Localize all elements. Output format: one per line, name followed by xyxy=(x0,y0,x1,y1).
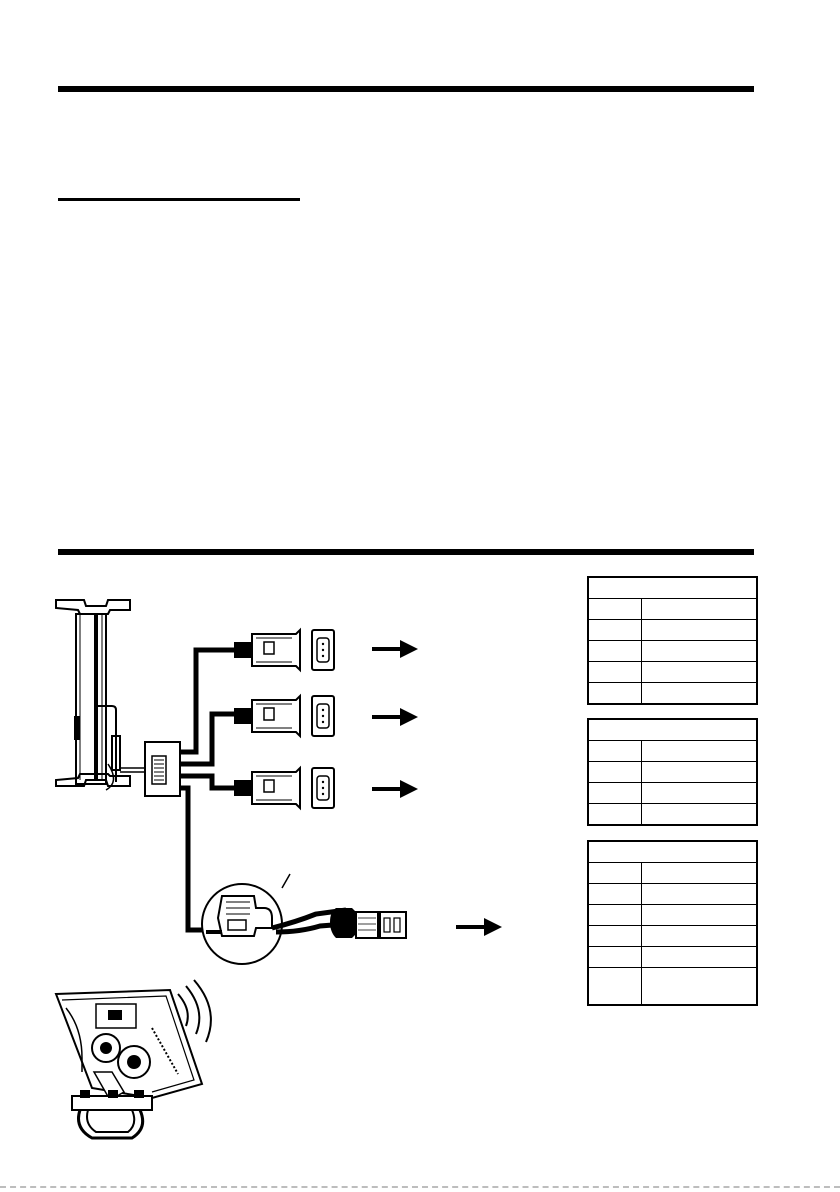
pinout-table-title xyxy=(588,577,757,599)
pin-number xyxy=(588,620,642,641)
wireless-signal-icon xyxy=(170,980,230,1050)
pin-signal xyxy=(642,762,758,783)
table-row xyxy=(588,804,757,826)
pin-number xyxy=(588,741,642,762)
pinout-table-title xyxy=(588,841,757,863)
table-row xyxy=(588,863,757,884)
pin-signal xyxy=(642,884,758,905)
pin-number xyxy=(588,947,642,968)
pin-number xyxy=(588,926,642,947)
section-top-rule xyxy=(58,86,754,92)
diagram-section-rule xyxy=(58,549,754,555)
pin-signal xyxy=(642,741,758,762)
table-row xyxy=(588,783,757,804)
table-row xyxy=(588,968,757,1006)
pin-signal xyxy=(642,620,758,641)
pin-number xyxy=(588,905,642,926)
table-row xyxy=(588,741,757,762)
table-row xyxy=(588,884,757,905)
pin-number xyxy=(588,783,642,804)
db9-connector-icon xyxy=(234,628,344,674)
pinout-table-title xyxy=(588,719,757,741)
pin-signal xyxy=(642,905,758,926)
pin-signal xyxy=(642,947,758,968)
pin-number xyxy=(588,599,642,620)
pin-signal xyxy=(642,863,758,884)
db9-connector-icon xyxy=(234,766,344,812)
pin-number xyxy=(588,683,642,705)
table-row xyxy=(588,683,757,705)
pin-signal xyxy=(642,683,758,705)
pin-number xyxy=(588,863,642,884)
handheld-cradle-icon xyxy=(50,596,150,796)
pin-number xyxy=(588,762,642,783)
table-row xyxy=(588,620,757,641)
page-bottom-edge xyxy=(0,1186,840,1188)
pin-number xyxy=(588,804,642,826)
pinout-table-2 xyxy=(587,718,758,826)
pin-number xyxy=(588,662,642,683)
table-row xyxy=(588,905,757,926)
right-arrow-icon xyxy=(372,778,420,800)
table-row xyxy=(588,947,757,968)
pin-signal xyxy=(642,783,758,804)
table-row xyxy=(588,762,757,783)
pin-number xyxy=(588,968,642,1006)
right-arrow-icon xyxy=(372,638,420,660)
table-row xyxy=(588,926,757,947)
pin-signal xyxy=(642,662,758,683)
pin-signal xyxy=(642,804,758,826)
pin-signal xyxy=(642,968,758,1006)
right-arrow-icon xyxy=(456,916,504,938)
pinout-table-3 xyxy=(587,840,758,1006)
pin-signal xyxy=(642,926,758,947)
table-row xyxy=(588,641,757,662)
pin-signal xyxy=(642,641,758,662)
right-arrow-icon xyxy=(372,706,420,728)
pin-signal xyxy=(642,599,758,620)
pinout-table-1 xyxy=(587,576,758,705)
table-row xyxy=(588,599,757,620)
subsection-underline xyxy=(58,198,300,201)
pin-number xyxy=(588,884,642,905)
pin-number xyxy=(588,641,642,662)
db9-connector-icon xyxy=(234,694,344,740)
usb-connector-icon xyxy=(196,878,436,968)
table-row xyxy=(588,662,757,683)
